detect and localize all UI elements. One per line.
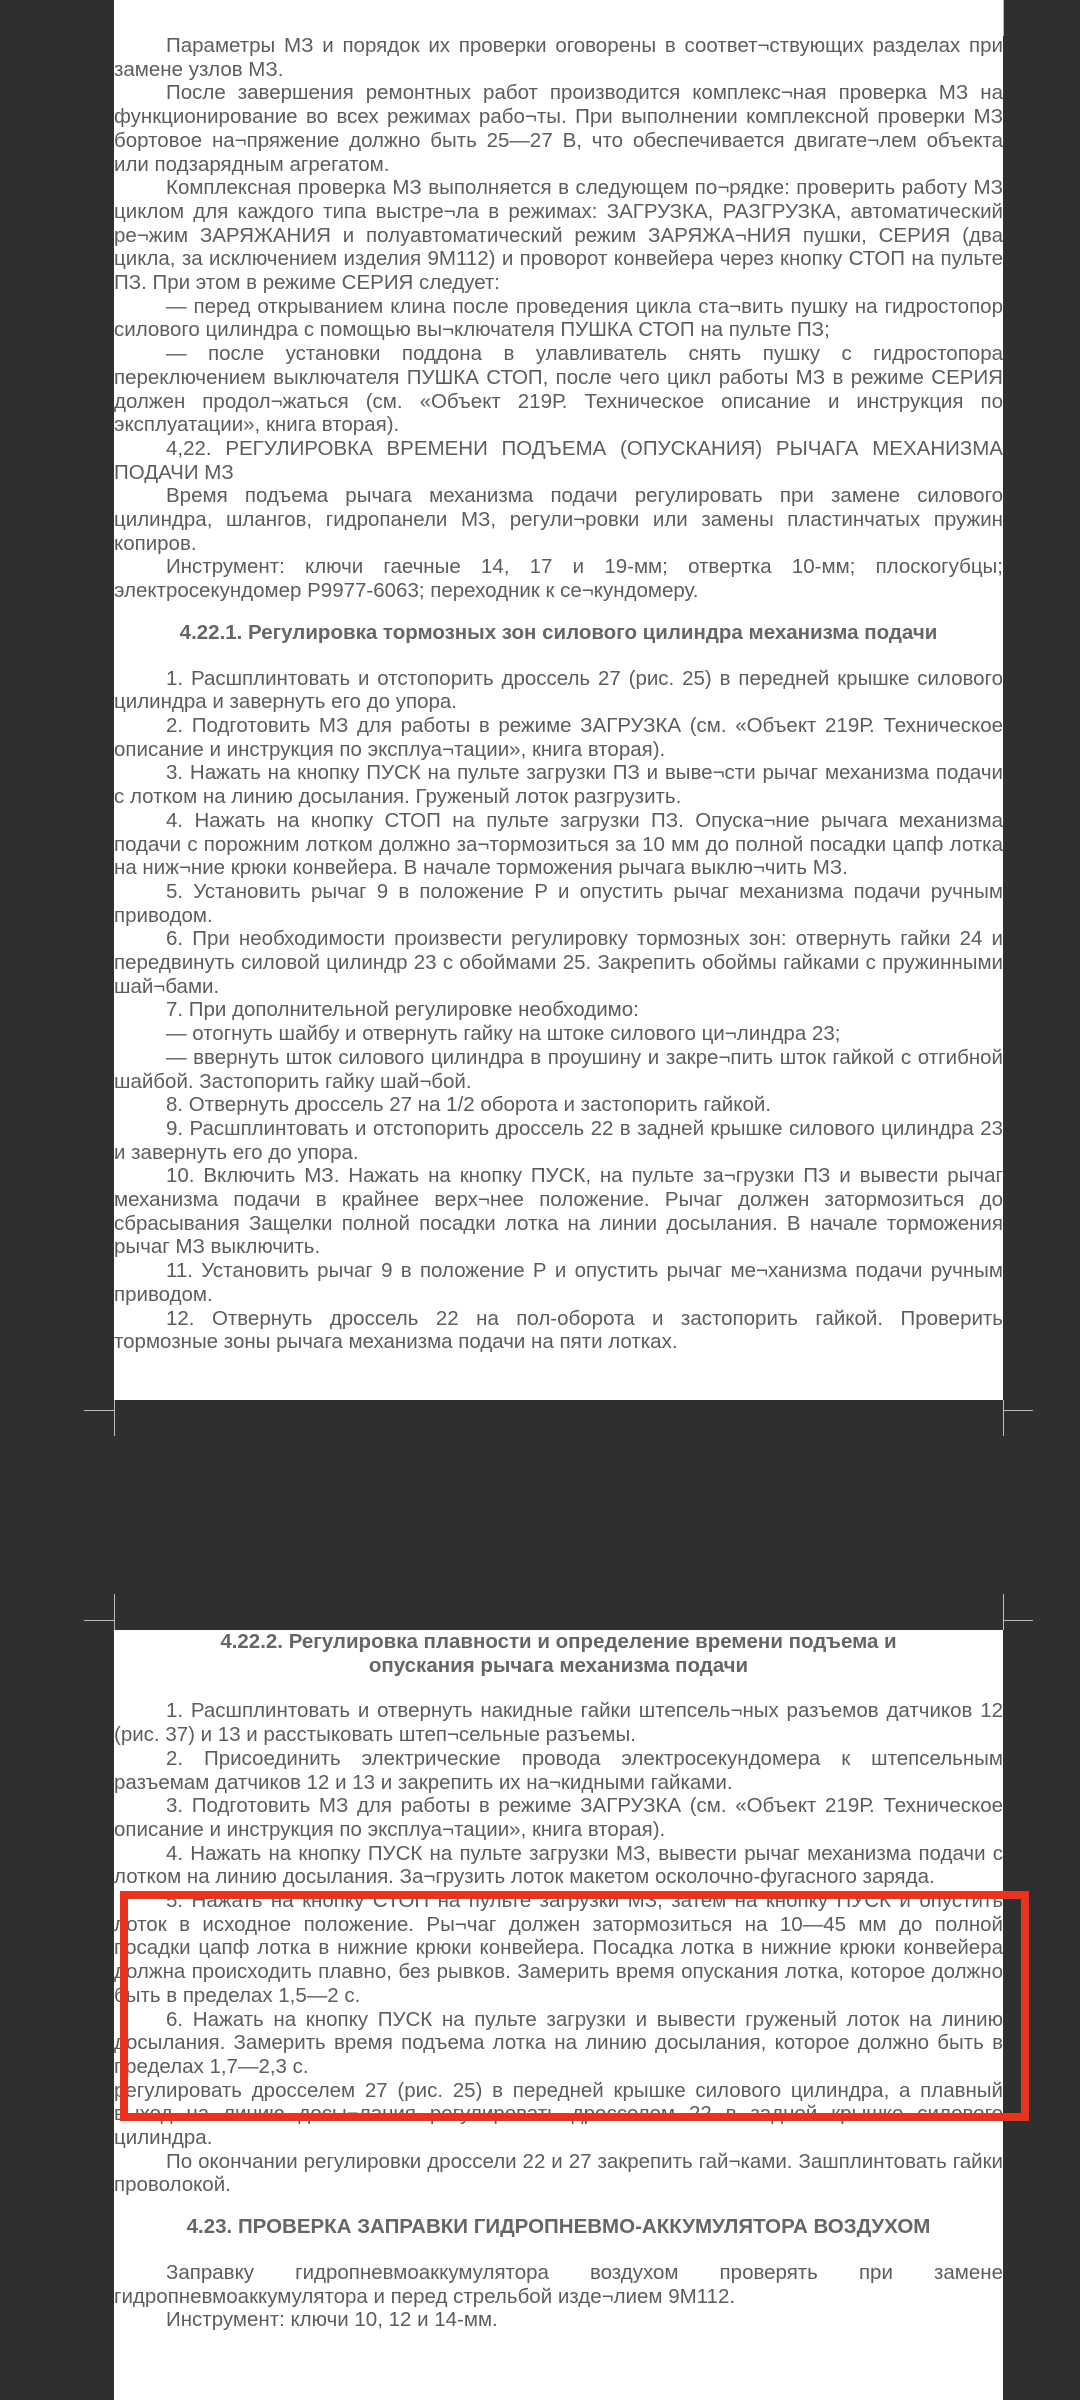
crop-mark [114, 1594, 115, 1630]
paragraph: Заправку гидропневмоаккумулятора воздухом проверять при замене гидропневмоаккумулятора и перед стрельбой изде¬лием 9М112. [114, 2260, 1003, 2308]
paragraph: Комплексная проверка МЗ выполняется в следующем по¬рядке: проверить работу МЗ циклом для каждого типа выстре¬ла в режимах: ЗАГРУЗКА, РАЗГРУЗКА, автоматический ре¬жим ЗАРЯЖАНИЯ и полуавтоматический режим ЗАРЯЖА¬НИЯ пушки, СЕРИЯ (два цикла, за исключением изделия 9М112) и проворот конвейера через кнопку СТОП на пульте ПЗ. При этом в режиме СЕРИЯ следует: [114, 176, 1003, 295]
crop-mark [1003, 1410, 1033, 1411]
crop-mark [1003, 0, 1004, 36]
paragraph: Инструмент: ключи гаечные 14, 17 и 19-мм; отвертка 10-мм; плоскогубцы; электросекундомер Р9977-6063; переходник к се¬кундомеру. [114, 555, 1003, 603]
step: 2. Подготовить МЗ для работы в режиме ЗАГРУЗКА (см. «Объект 219Р. Техническое описание и инструкция по эксплуа¬тации», книга вторая). [114, 713, 1003, 761]
step: 6. Нажать на кнопку ПУСК на пульте загрузки и вывести груженый лоток на линию досылания. Замерить время подъема лотка на линию досылания, которое должно быть в пределах 1,7—2,3 с. [114, 2007, 1003, 2078]
section-title: 4,22. РЕГУЛИРОВКА ВРЕМЕНИ ПОДЪЕМА (ОПУСКАНИЯ) РЫЧАГА МЕХАНИЗМА ПОДАЧИ МЗ [114, 436, 1003, 484]
step: 5. Нажать на кнопку СТОП на пульте загрузки МЗ, затем на кнопку ПУСК и опустить лоток в исходное положение. Ры¬чаг должен затормозиться на 10—45 мм до полной посадки цапф лотка в нижние крюки конвейера. Посадка лотка в нижние крюки конвейера должна происходить плавно, без рывков. Замерить время опускания лотка, которое должно быть в пределах 1,5—2 с. [114, 1889, 1003, 2007]
paragraph: Параметры МЗ и порядок их проверки оговорены в соответ¬ствующих разделах при замене узлов МЗ. [114, 34, 1003, 81]
step: 10. Включить МЗ. Нажать на кнопку ПУСК, на пульте за¬грузки ПЗ и вывести рычаг механизма подачи в крайнее верх¬нее положение. Рычаг должен затормозиться до сбрасывания Защелки полной посадки лотка на линии досылания. В начале торможения рычаг МЗ выключить. [114, 1164, 1003, 1259]
crop-mark [84, 1410, 114, 1411]
crop-mark [114, 1400, 115, 1436]
paragraph: регулировать дросселем 27 (рис. 25) в передней крышке силового цилиндра, а плавный выход на линию досы¬лания регулировать дросселем 22 в задней крышке силового цилиндра. [114, 2078, 1003, 2150]
paragraph: — после установки поддона в улавливатель снять пушку с гидростопора переключением выключателя ПУШКА СТОП, после чего цикл работы МЗ в режиме СЕРИЯ должен продол¬жаться (см. «Объект 219Р. Техническое описание и инструкция по эксплуатации», книга вторая). [114, 342, 1003, 437]
crop-mark [84, 1620, 114, 1621]
step: 8. Отвернуть дроссель 27 на 1/2 оборота и застопорить гайкой. [166, 1093, 772, 1117]
step: 4. Нажать на кнопку СТОП на пульте загрузки ПЗ. Опуска¬ние рычага механизма подачи с порожним лотком должно за¬тормозиться за 10 мм до полной посадки цапф лотка на ниж¬ние крюки конвейера. В начале торможения рычага выклю¬чить МЗ. [114, 808, 1003, 880]
step: — ввернуть шток силового цилиндра в проушину и закре¬пить шток гайкой с отгибной шайбой. Застопорить гайку шай¬бой. [114, 1045, 1003, 1093]
section-heading: 4.22.2. Регулировка плавности и определение времени подъема и опускания рычага механизма подачи [220, 1630, 897, 1677]
step: 5. Установить рычаг 9 в положение Р и опустить рычаг механизма подачи ручным приводом. [114, 879, 1003, 927]
paragraph: Время подъема рычага механизма подачи регулировать при замене силового цилиндра, шлангов, гидропанели МЗ, регули¬ровки или замены пластинчатых пружин копиров. [114, 484, 1003, 555]
step: 4. Нажать на кнопку ПУСК на пульте загрузки МЗ, вывести рычаг механизма подачи с лотком на линию досылания. За¬грузить лоток макетом осколочно-фугасного заряда. [114, 1841, 1003, 1889]
step: 1. Расшплинтовать и отстопорить дроссель 27 (рис. 25) в передней крышке силового цилиндра и завернуть его до упора. [114, 666, 1003, 714]
document-page-2 [114, 1630, 1003, 2400]
step: 1. Расшплинтовать и отвернуть накидные гайки штепсель¬ных разъемов датчиков 12 (рис. 37) и 13 и расстыковать штеп¬сельные разъемы. [114, 1699, 1003, 1747]
step: 3. Нажать на кнопку ПУСК на пульте загрузки ПЗ и выве¬сти рычаг механизма подачи с лотком на линию досылания. Груженый лоток разгрузить. [114, 761, 1003, 809]
step: 11. Установить рычаг 9 в положение Р и опустить рычаг ме¬ханизма подачи ручным приводом. [114, 1259, 1003, 1306]
step: 7. При дополнительной регулировке необходимо: [166, 998, 639, 1022]
crop-mark [1003, 1594, 1004, 1630]
crop-mark [1003, 1400, 1004, 1436]
step: 2. Присоединить электрические провода электросекундомера к штепсельным разъемам датчиков 12 и 13 и закрепить их на¬кидными гайками. [114, 1746, 1003, 1794]
step: 12. Отвернуть дроссель 22 на пол-оборота и застопорить гайкой. Проверить тормозные зоны рычага механизма подачи на пяти лотках. [114, 1306, 1003, 1354]
step: 3. Подготовить МЗ для работы в режиме ЗАГРУЗКА (см. «Объект 219Р. Техническое описание и инструкция по эксплуа¬тации», книга вторая). [114, 1794, 1003, 1841]
step: 9. Расшплинтовать и отстопорить дроссель 22 в задней крышке силового цилиндра 23 и завернуть его до упора. [114, 1116, 1003, 1164]
step: — отогнуть шайбу и отвернуть гайку на штоке силового ци¬линдра 23; [166, 1022, 841, 1046]
step: 6. При необходимости произвести регулировку тормозных зон: отвернуть гайки 24 и передвинуть силовой цилиндр 23 с обоймами 25. Закрепить обоймы гайками с пружинными шай¬бами. [114, 927, 1003, 998]
paragraph: — перед открыванием клина после проведения цикла ста¬вить пушку на гидростопор силового цилиндра с помощью вы¬ключателя ПУШКА СТОП на пульте ПЗ; [114, 294, 1003, 342]
document-page-1 [114, 0, 1003, 1400]
paragraph: После завершения ремонтных работ производится комплекс¬ная проверка МЗ на функционирование во всех режимах рабо¬ты. При выполнении комплексной проверки МЗ бортовое на¬пряжение должно быть 25—27 В, что обеспечивается двигате¬лем объекта или подзарядным агрегатом. [114, 81, 1003, 176]
crop-mark [1003, 1620, 1033, 1621]
section-heading: 4.22.1. Регулировка тормозных зон силового цилиндра механизма подачи [179, 620, 938, 644]
page-1-body [114, 34, 1003, 1354]
section-heading: 4.23. ПРОВЕРКА ЗАПРАВКИ ГИДРОПНЕВМО-АККУМУЛЯТОРА ВОЗДУХОМ [186, 2215, 931, 2239]
paragraph: По окончании регулировки дроссели 22 и 27 закрепить гай¬ками. Зашплинтовать гайки проволокой. [114, 2149, 1003, 2197]
paragraph: Инструмент: ключи 10, 12 и 14-мм. [166, 2308, 498, 2332]
page-2-body [114, 1630, 1003, 2332]
